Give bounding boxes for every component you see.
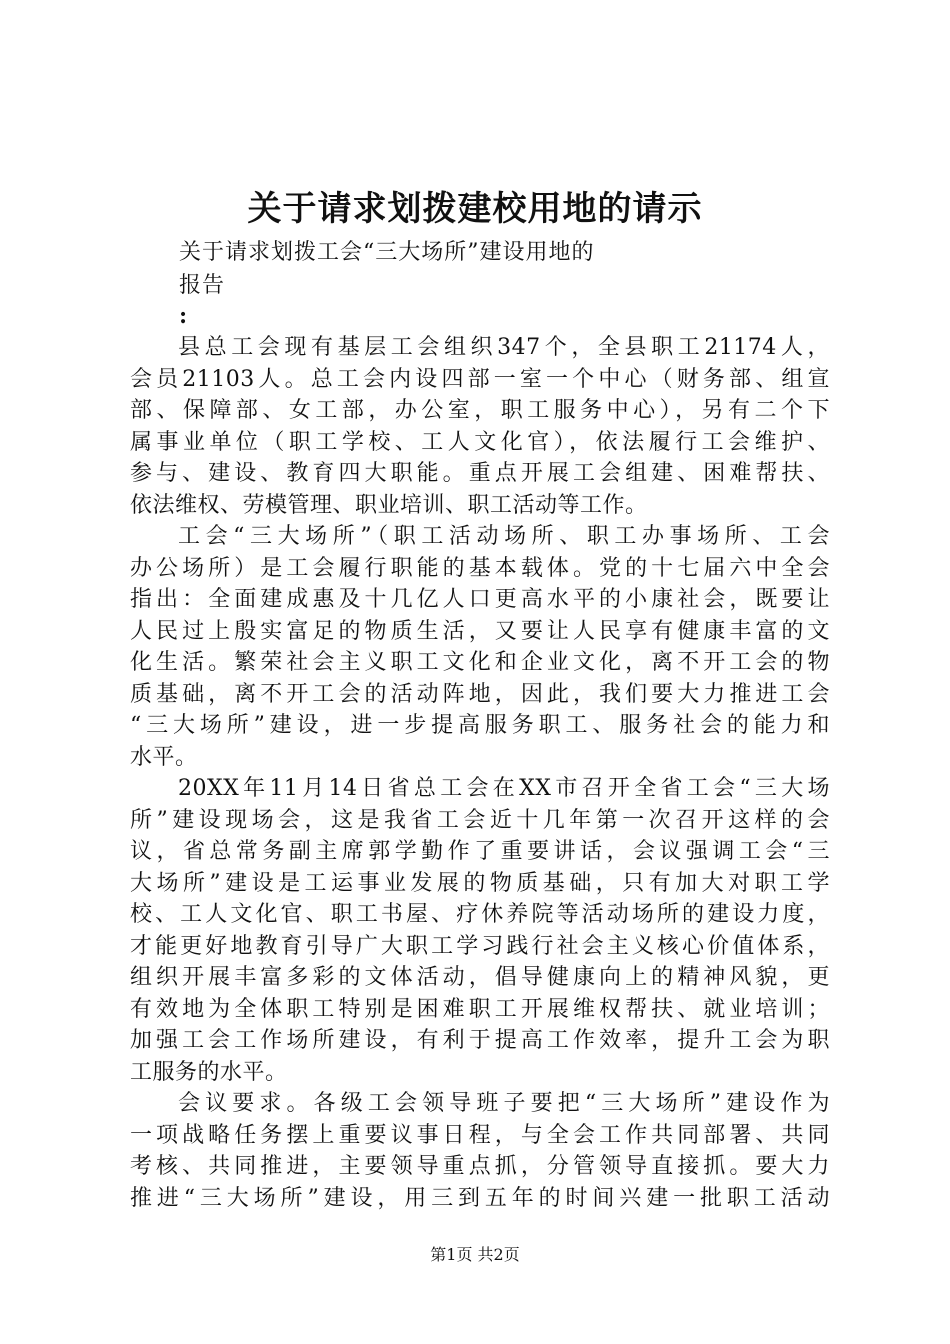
text-line: 才能更好地教育引导广大职工学习践行社会主义核心价值体系， bbox=[130, 933, 830, 959]
salutation-colon: : bbox=[179, 303, 188, 329]
text-line: 议，省总常务副主席郭学勤作了重要讲话，会议强调工会“三 bbox=[130, 839, 830, 864]
subtitle-line: 报告 bbox=[179, 273, 226, 298]
text-line: 会员21103人。总工会内设四部一室一个中心（财务部、组宣 bbox=[130, 366, 830, 392]
text-line: 一项战略任务摆上重要议事日程，与全会工作共同部署、共同 bbox=[130, 1122, 830, 1148]
text-line: 参与、建设、教育四大职能。重点开展工会组建、困难帮扶、 bbox=[130, 461, 830, 486]
text-line: 所”建设现场会，这是我省工会近十几年第一次召开这样的会 bbox=[130, 807, 830, 833]
document-body bbox=[130, 332, 830, 1214]
paragraph-1 bbox=[130, 332, 830, 521]
page-footer: 第1页 共2页 bbox=[430, 1245, 520, 1264]
text-line: 依法维权、劳模管理、职业培训、职工活动等工作。 bbox=[130, 492, 648, 518]
text-line: 20XX年11月14日省总工会在XX市召开全省工会“三大场 bbox=[178, 776, 830, 801]
text-line: 加强工会工作场所建设，有利于提高工作效率，提升工会为职 bbox=[130, 1028, 830, 1053]
text-line: 化生活。繁荣社会主义职工文化和企业文化，离不开工会的物 bbox=[130, 650, 830, 675]
text-line: 工会“三大场所”（职工活动场所、职工办事场所、工会 bbox=[178, 524, 830, 549]
text-line: 考核、共同推进，主要领导重点抓，分管领导直接抓。要大力 bbox=[130, 1154, 830, 1179]
text-line: 县总工会现有基层工会组织347个，全县职工21174人， bbox=[178, 335, 830, 360]
text-line: 校、工人文化官、职工书屋、疗休养院等活动场所的建设力度， bbox=[130, 902, 830, 927]
document-subtitle bbox=[179, 236, 699, 302]
text-line: 属事业单位（职工学校、工人文化官），依法履行工会维护、 bbox=[130, 429, 830, 455]
text-line: 办公场所）是工会履行职能的基本载体。党的十七届六中全会 bbox=[130, 555, 830, 581]
text-line: 组织开展丰富多彩的文体活动，倡导健康向上的精神风貌，更 bbox=[130, 965, 830, 990]
subtitle-line: 关于请求划拨工会“三大场所”建设用地的 bbox=[179, 240, 595, 265]
text-line: 质基础，离不开工会的活动阵地，因此，我们要大力推进工会 bbox=[130, 681, 830, 707]
paragraph-3 bbox=[130, 773, 830, 1088]
document-title: 关于请求划拨建校用地的请示 bbox=[247, 189, 703, 229]
text-line: 会议要求。各级工会领导班子要把“三大场所”建设作为 bbox=[178, 1091, 830, 1116]
text-line: 人民过上殷实富足的物质生活，又要让人民享有健康丰富的文 bbox=[130, 618, 830, 644]
text-line: 指出：全面建成惠及十几亿人口更高水平的小康社会，既要让 bbox=[130, 587, 830, 612]
text-line: 推进“三大场所”建设，用三到五年的时间兴建一批职工活动 bbox=[130, 1185, 830, 1211]
text-line: 大场所”建设是工运事业发展的物质基础，只有加大对职工学 bbox=[130, 870, 830, 896]
text-line: 水平。 bbox=[130, 744, 198, 770]
text-line: 工服务的水平。 bbox=[130, 1059, 288, 1085]
paragraph-2 bbox=[130, 521, 830, 773]
paragraph-4 bbox=[130, 1088, 830, 1214]
text-line: “三大场所”建设，进一步提高服务职工、服务社会的能力和 bbox=[130, 713, 830, 738]
text-line: 部、保障部、女工部，办公室，职工服务中心），另有二个下 bbox=[130, 398, 830, 423]
text-line: 有效地为全体职工特别是困难职工开展维权帮扶、就业培训； bbox=[130, 996, 830, 1022]
